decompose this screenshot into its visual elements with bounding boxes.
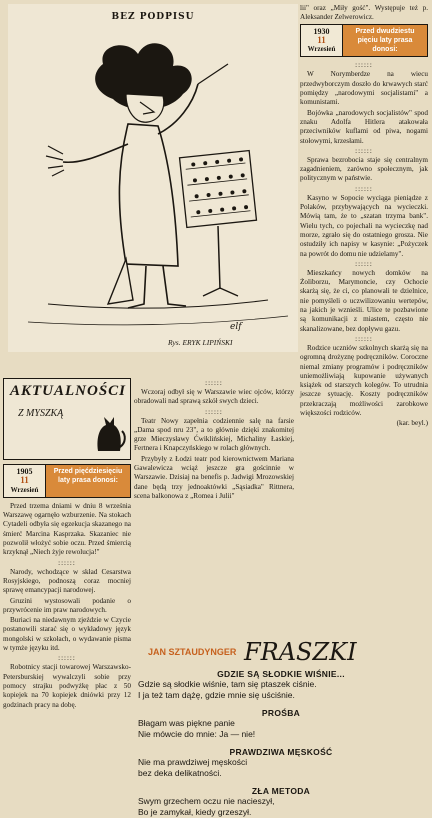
svg-text:elf: elf — [230, 322, 242, 332]
intro-paragraph: lii" oraz „Miły gość". Występuje też p. Aleksander Zelwerowicz. — [300, 4, 428, 22]
stanza-line: Bo je zamykał, kiedy grzeszył. — [138, 807, 252, 817]
left-column: AKTUALNOŚCI Z MYSZKĄ 1905 11 Wrzesień Przed pięćdziesięciu laty prasa donosi: Przed trzema dniami w dniu 8 września Warszawę ogarnęło wzburzenie. Na stokach Cytadeli odbyła się egzekucja skazanego na śmierć Marcina Kasprzaka. Skazaniec nie pozwolił włożyć sobie oczu. Przed śmiercią krzyknął „Niech żyje rewolucja!" :::::: Narody, wchodzące w skład Cesarstwa Rosyjskiego, podnoszą coraz mocniej sprawę emancypacji narodowej. Gruzini wystosowali podanie o przywrócenie im praw narodowych. Buriaci na niedawnym zjeździe w Czycie postanowili starać się o wykładowy język mongolski w szkołach, o wydawanie pisma w tymże języku itd. :::::: Robotnicy stacji towarowej Warszawsko-Petersburskiej wywalczyli sobie przy pomocy strajku podwyżkę płac z 50 kopiejek na 70 kopiejek dniówki przy 12 godzinach pracy na dobę. — [3, 378, 131, 711]
aktualnosci-box — [3, 378, 131, 460]
box-subtitle: Z MYSZKĄ — [18, 408, 64, 419]
news-paragraph: Buriaci na niedawnym zjeździe w Czycie postanowili starać się o wykładowy język mongolski w szkołach, o wydawanie pisma w tymże języku itd. — [3, 616, 131, 653]
author-signature: (kar. beyl.) — [396, 419, 428, 428]
section-header: Przed pięćdziesięciu laty prasa donosi: — [46, 465, 130, 497]
stanza-line: Gdzie są słodkie wiśnie, tam się ptaszek ciśnie. — [138, 679, 317, 689]
date-stamp: 1905 11 Wrzesień — [4, 465, 46, 497]
news-paragraph: Sprawa bezrobocia staje się centralnym zagadnieniem, zarówno społecznym, jak politycznym w państwie. — [300, 155, 428, 183]
news-paragraph: Bojówka „narodowych socjalistów" spod znaku Adolfa Hitlera atakowała przeciwników kuflami od piwa, nogami stołowymi, krzesłami. — [300, 108, 428, 145]
news-paragraph: Przed trzema dniami w dniu 8 września Warszawę ogarnęło wzburzenie. Na stokach Cytadeli odbyła się egzekucja skazanego na śmierć Marcina Kasprzaka. Skazaniec nie pozwolił włożyć sobie oczu. Przed śmiercią krzyknął „Niech żyje rewolucja!" — [3, 501, 131, 557]
news-paragraph: Robotnicy stacji towarowej Warszawsko-Petersburskiej wywalczyli sobie przy pomocy strajku podwyżkę płac z 50 kopiejek na 70 kopiejek dniówki przy 12 godzinach pracy na dobę. — [3, 663, 131, 709]
poem-body — [138, 669, 424, 818]
stanza-line: Swym grzechem oczu nie nacieszył, — [138, 796, 275, 806]
date-box-1930 — [300, 24, 428, 58]
news-paragraph: Kasyno w Sopocie wyciąga pieniądze z Polaków, przybywających na wycieczki. Mówią tam, że to „szatan trzyma bank". Wielu tych, co pojechali na wycieczkę nad morze, zgrało się do ostatniego grosza. Nie ostudziły ich napisy w kasynie: „Pożyczek na powrót do domu nie udzielamy". — [300, 193, 428, 258]
date-box-1905 — [3, 464, 131, 498]
stanza-heading: PRAWDZIWA MĘSKOŚĆ — [229, 747, 333, 757]
news-paragraph: Wczoraj odbył się w Warszawie wiec ojców, którzy obradowali nad sprawą szkół swych dzieci. — [134, 388, 294, 406]
news-paragraph: Rodzice uczniów szkolnych skarżą się na ogromną drożyznę podręczników. Coroczne niemal zmiany programów i podręczników uniemożliwiają kupowanie używanych książek od starszych kolegów. To utrudnia jeszcze sytuację. Koszty podręczników przekraczają możliwości zarobkowe większości rodziców. — [300, 343, 428, 417]
poem-title: FRASZKI — [244, 638, 357, 666]
stanza-heading: GDZIE SĄ SŁODKIE WIŚNIE... — [217, 669, 345, 679]
news-paragraph: W Norymberdze na wiecu przedwyborczym doszło do krwawych starć pomiędzy „narodowymi socjalistami" a komunistami. — [300, 70, 428, 107]
stanza-line: Błagam was piękne panie — [138, 718, 235, 728]
news-paragraph: Przybyły z Łodzi teatr pod kierownictwem Mariana Gawalewicza wciąż jeszcze gra gościnnie w Warszawie. Dzisiaj na benefis p. Jadwigi Mrozowskiej dane będą trzy jednoaktówki „Sąsiadka" Rittnera, scena balkonowa z „Romea i Julii" — [134, 454, 294, 500]
stanza — [138, 669, 424, 701]
middle-column: :::::: Wczoraj odbył się w Warszawie wiec ojców, którzy obradowali nad sprawą szkół swych dzieci. :::::: Teatr Nowy zapełnia codziennie salę na farsie „Dama spod nru 23", a to głównie dzięki znakomitej grze Mieczysławy Ćwiklińskiej, Michaliny Łaskiej, Fertnera i Knapczyńskiego w rolach głównych. Przybyły z Łodzi teatr pod kierownictwem Mariana Gawalewicza wciąż jeszcze gra gościnnie w Warszawie. Dzisiaj na benefis p. Jadwigi Mrozowskiej dane będą trzy jednoaktówki „Sąsiadka" Rittnera, scena balkonowa z „Romea i Julii" — [134, 379, 294, 500]
conductor-illustration — [8, 4, 298, 352]
section-header: Przed dwudziestu pięciu laty prasa donosi: — [343, 25, 427, 57]
right-column: lii" oraz „Miły gość". Występuje też p. Aleksander Zelwerowicz. 1930 11 Wrzesień Przed dwudziestu pięciu laty prasa donosi: :::::: W Norymberdze na wiecu przedwyborczym doszło do krwawych starć pomiędzy „narodowymi socjalistami" a komunistami. Bojówka „narodowych socjalistów" spod znaku Adolfa Hitlera atakowała przeciwników kuflami od piwa, nogami stołowymi, krzesłami. :::::: Sprawa bezrobocia staje się centralnym zagadnieniem, zarówno społecznym, jak politycznym w państwie. :::::: Kasyno w Sopocie wyciąga pieniądze z Polaków, przybywających na wycieczki. Mówią tam, że to „szatan trzyma bank". Wielu tych, co pojechali na wycieczkę nad morze, zgrało się do ostatniego grosza. Nie ostudziły ich napisy w kasynie: „Pożyczek na powrót do domu nie udzielamy". :::::: Mieszkańcy nowych domków na Żoliborzu, Marymoncie, czy Ochocie skarżą się, że ci, co planowali te dzielnice, nie pomyśleli o uczwilizowaniu wertepów, na jakich je wznieśli. Ulice te pozbawione są komunikacji z miastem, często nie skanalizowane, bez dopływu gazu. :::::: Rodzice uczniów szkolnych skarżą się na ogromną drożyznę podręczników. Coroczne niemal zmiany programów i podręczników uniemożliwiają kupowanie używanych książek od starszych kolegów. To utrudnia jeszcze sytuację. Koszty podręczników przekraczają możliwości zarobkowe większości rodziców. (kar. beyl.) — [300, 4, 428, 428]
news-paragraph: Narody, wchodzące w skład Cesarstwa Rosyjskiego, podnoszą coraz mocniej sprawę emancypacji narodowej. — [3, 567, 131, 595]
stanza-line: Nie mówcie do mnie: Ja — nie! — [138, 729, 256, 739]
stanza-heading: ZŁA METODA — [251, 786, 311, 796]
stanza-line: I ja też tam dążę, gdzie mnie się uściśnie. — [138, 690, 295, 700]
news-paragraph: Teatr Nowy zapełnia codziennie salę na farsie „Dama spod nru 23", a to głównie dzięki znakomitej grze Mieczysławy Ćwiklińskiej, Michaliny Łaskiej, Fertnera i Knapczyńskiego w rolach głównych. — [134, 416, 294, 453]
poem-author: JAN SZTAUDYNGER — [148, 647, 237, 657]
news-paragraph: Gruzini wystosowali podanie o przywrócenie im praw narodowych. — [3, 596, 131, 614]
cartoon-title: BEZ PODPISU — [111, 12, 195, 22]
cartoon-panel — [8, 4, 298, 352]
date-stamp: 1930 11 Wrzesień — [301, 25, 343, 57]
stanza — [138, 786, 424, 818]
stanza-line: Nie ma prawdziwej męskości — [138, 757, 248, 767]
cartoon-caption: Rys. ERYK LIPIŃSKI — [168, 338, 233, 347]
stanza-heading: PROŚBA — [261, 708, 301, 718]
box-title: AKTUALNOŚCI — [10, 383, 127, 399]
stanza — [138, 747, 424, 779]
stanza-line: bez deka delikatności. — [138, 768, 222, 778]
cat-icon — [92, 413, 126, 453]
news-paragraph: Mieszkańcy nowych domków na Żoliborzu, Marymoncie, czy Ochocie skarżą się, że ci, co planowali te dzielnice, nie pomyśleli o uczwilizowaniu wertepów, na jakich je wznieśli. Ulice te pozbawione są komunikacji z miastem, często nie skanalizowane, bez dopływu gazu. — [300, 268, 428, 333]
stanza — [138, 708, 424, 740]
